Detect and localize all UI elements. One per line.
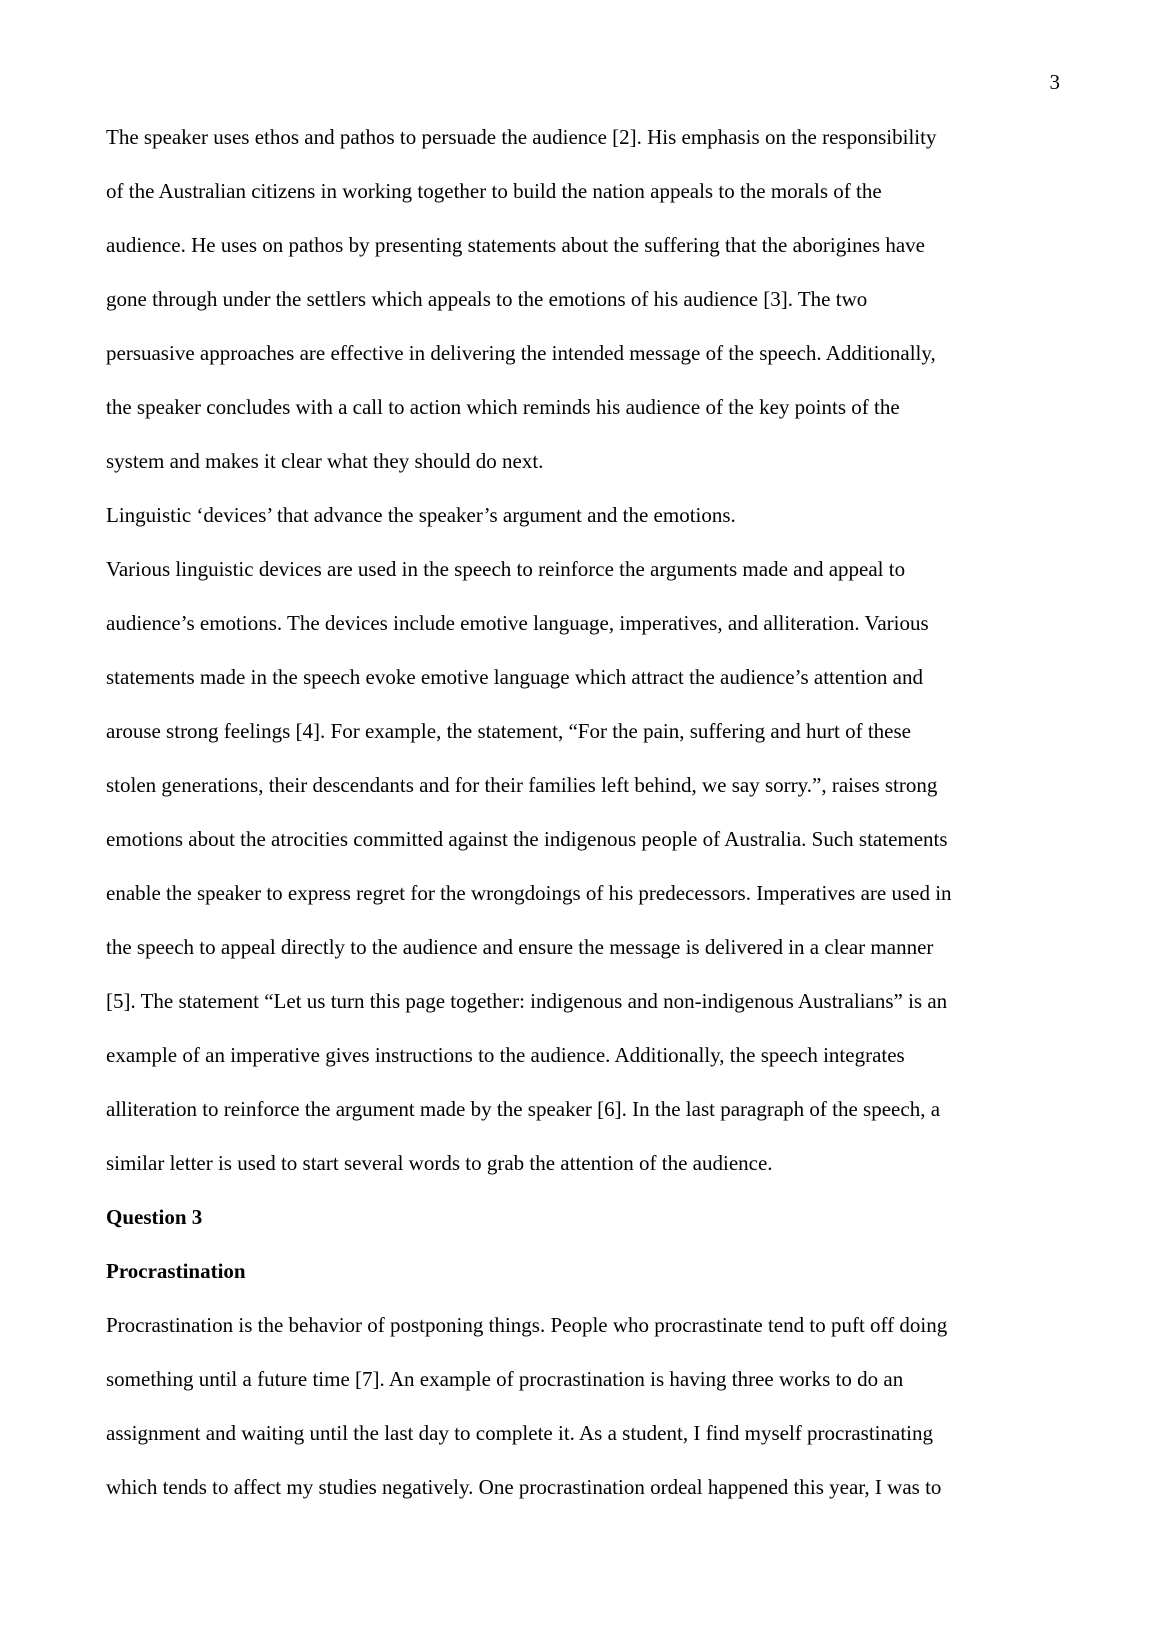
- text-line: of the Australian citizens in working together to build the nation appeals to the morals of the: [106, 179, 882, 203]
- text-line: Various linguistic devices are used in the speech to reinforce the arguments made and appeal to: [106, 557, 906, 581]
- text-line: the speaker concludes with a call to action which reminds his audience of the key points of the: [106, 395, 900, 419]
- text-line: Procrastination is the behavior of postponing things. People who procrastinate tend to puft off doing: [106, 1313, 948, 1337]
- text-line: persuasive approaches are effective in delivering the intended message of the speech. Additionally,: [106, 341, 936, 365]
- text-line: example of an imperative gives instructions to the audience. Additionally, the speech integrates: [106, 1043, 905, 1067]
- text-line: Linguistic ‘devices’ that advance the speaker’s argument and the emotions.: [106, 503, 736, 527]
- text-line: [5]. The statement “Let us turn this page together: indigenous and non-indigenous Australians” is an: [106, 989, 948, 1013]
- document-body: [106, 110, 1056, 1514]
- text-line: alliteration to reinforce the argument made by the speaker [6]. In the last paragraph of the speech, a: [106, 1097, 941, 1121]
- text-line: system and makes it clear what they should do next.: [106, 449, 544, 473]
- text-line: statements made in the speech evoke emotive language which attract the audience’s attention and: [106, 665, 923, 689]
- text-line: The speaker uses ethos and pathos to persuade the audience [2]. His emphasis on the responsibility: [106, 125, 937, 149]
- page-number: 3: [1049, 70, 1060, 94]
- text-line: arouse strong feelings [4]. For example, the statement, “For the pain, suffering and hurt of these: [106, 719, 911, 743]
- text-line: emotions about the atrocities committed against the indigenous people of Australia. Such statements: [106, 827, 948, 851]
- text-line: which tends to affect my studies negatively. One procrastination ordeal happened this year, I was to: [106, 1475, 942, 1499]
- text-line: assignment and waiting until the last day to complete it. As a student, I find myself procrastinating: [106, 1421, 934, 1445]
- text-line: gone through under the settlers which appeals to the emotions of his audience [3]. The two: [106, 287, 868, 311]
- text-line: audience. He uses on pathos by presenting statements about the suffering that the aborigines have: [106, 233, 925, 257]
- section-heading-procrastination: Procrastination: [106, 1259, 246, 1283]
- text-line: similar letter is used to start several words to grab the attention of the audience.: [106, 1151, 773, 1175]
- section-heading-question-3: Question 3: [106, 1205, 203, 1229]
- text-line: something until a future time [7]. An example of procrastination is having three works to do an: [106, 1367, 904, 1391]
- text-line: the speech to appeal directly to the audience and ensure the message is delivered in a clear manner: [106, 935, 934, 959]
- text-line: enable the speaker to express regret for the wrongdoings of his predecessors. Imperatives are used in: [106, 881, 952, 905]
- text-line: stolen generations, their descendants and for their families left behind, we say sorry.”, raises strong: [106, 773, 938, 797]
- text-line: audience’s emotions. The devices include emotive language, imperatives, and alliteration. Various: [106, 611, 929, 635]
